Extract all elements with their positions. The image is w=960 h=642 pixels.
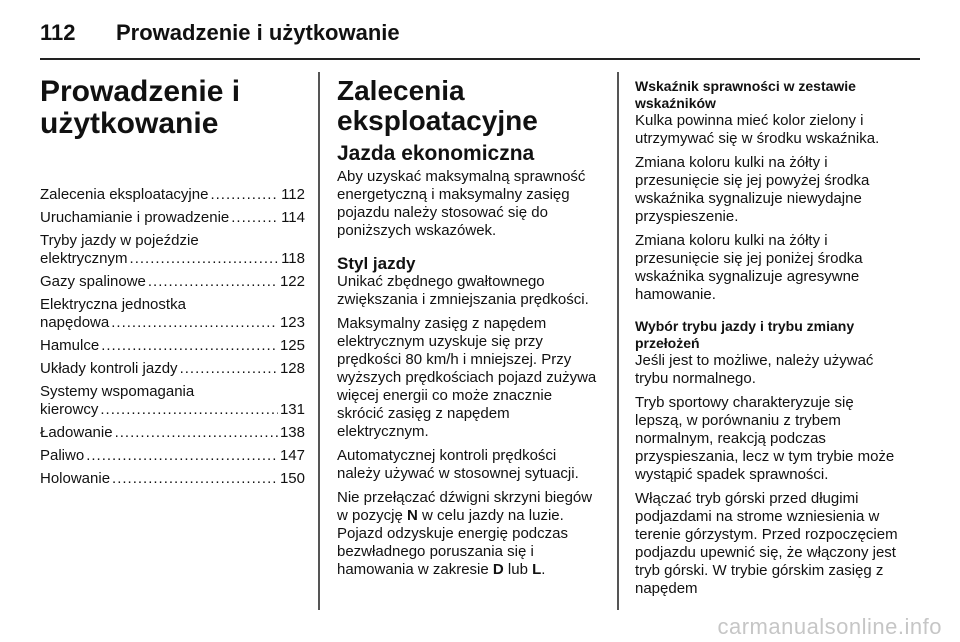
gear-position: L bbox=[532, 561, 542, 578]
toc-leader bbox=[130, 250, 280, 268]
toc-leader bbox=[86, 447, 278, 465]
toc-leader bbox=[231, 209, 279, 227]
toc-entry[interactable] bbox=[40, 186, 305, 204]
toc-entry[interactable] bbox=[40, 273, 305, 291]
paragraph: Zmiana koloru kulki na żółty i przesunięcie się jej powyżej środka wskaźnika sygnalizuje niewydajne przyspieszenie. bbox=[635, 154, 870, 225]
paragraph: Maksymalny zasięg z napędem elektrycznym uzyskuje się przy prędkości 80 km/h i mniejszej. Przy wyższych prędkościach pojazd zużywa więcej energii co może znacznie skrócić zasięg z napędem elektrycznym. bbox=[337, 315, 597, 440]
toc-entry-label: Holowanie bbox=[40, 470, 111, 487]
chapter-title-line: użytkowanie bbox=[40, 107, 219, 140]
chapter-title-line: Prowadzenie i bbox=[40, 75, 241, 108]
paragraph: Unikać zbędnego gwałtownego zwiększania i zmniejszania prędkości. bbox=[337, 273, 589, 308]
toc-leader bbox=[111, 314, 278, 332]
toc-leader bbox=[101, 337, 278, 355]
page-header bbox=[40, 18, 920, 58]
toc-leader bbox=[210, 186, 279, 204]
toc-entry-label: elektrycznym bbox=[40, 250, 128, 267]
toc-entry-page: 125 bbox=[279, 337, 305, 354]
content-column-3 bbox=[635, 70, 905, 604]
text-run: . bbox=[541, 561, 546, 578]
text-run: w celu jazdy na luzie. Pojazd odzyskuje energię podczas bezwładnego poruszania się i hamowania w zakresie bbox=[337, 507, 568, 578]
driving-style-heading: Styl jazdy bbox=[337, 254, 416, 273]
mode-heading: Wybór trybu jazdy i trybu zmiany przełożeń bbox=[635, 318, 855, 351]
toc-entry-page: 114 bbox=[281, 209, 305, 226]
toc-entry-page: 122 bbox=[279, 273, 305, 290]
toc-entry[interactable] bbox=[40, 209, 305, 227]
toc-entry-label: Zalecenia eksploatacyjne bbox=[40, 186, 209, 203]
toc-entry-label: Hamulce bbox=[40, 337, 100, 354]
text-run: lub bbox=[503, 561, 533, 578]
column-divider bbox=[318, 72, 320, 610]
toc-entry[interactable] bbox=[40, 424, 305, 442]
toc-leader bbox=[115, 424, 278, 442]
paragraph: Zmiana koloru kulki na żółty i przesunięcie się jej poniżej środka wskaźnika sygnalizuje agresywne hamowanie. bbox=[635, 232, 863, 303]
content-column-2 bbox=[337, 70, 602, 585]
section-title bbox=[337, 76, 602, 136]
paragraph bbox=[337, 489, 602, 579]
paragraph: Włączać tryb górski przed długimi podjazdami na strome wzniesienia w terenie górzystym. Przed rozpoczęciem podjazdu upewnić się, że włączony jest tryb górski. W trybie górskim zasięg z napędem bbox=[635, 490, 898, 597]
toc-leader bbox=[112, 470, 278, 488]
toc-entry-page: 138 bbox=[279, 424, 305, 441]
toc-entry[interactable] bbox=[40, 296, 305, 332]
gear-position: D bbox=[492, 561, 504, 578]
section-title-line: eksploatacyjne bbox=[337, 105, 538, 136]
section-title-line: Zalecenia bbox=[337, 75, 465, 106]
intro-paragraph: Aby uzyskać maksymalną sprawność energetyczną i maksymalny zasięg pojazdu należy stosować się do poniższych wskazówek. bbox=[337, 168, 586, 239]
subsection-title: Jazda ekonomiczna bbox=[337, 142, 535, 165]
toc-entry-page: 147 bbox=[279, 447, 305, 464]
toc-entry-label: Systemy wspomagania bbox=[40, 383, 195, 400]
column-divider bbox=[617, 72, 619, 610]
paragraph: Jeśli jest to możliwe, należy używać trybu normalnego. bbox=[635, 352, 874, 387]
toc-entry-label: napędowa bbox=[40, 314, 110, 331]
running-title: Prowadzenie i użytkowanie bbox=[116, 20, 400, 45]
gear-position: N bbox=[407, 507, 418, 524]
toc-entry-page: 150 bbox=[279, 470, 305, 487]
toc-entry-label: kierowcy bbox=[40, 401, 99, 418]
indicator-heading: Wskaźnik sprawności w zestawie wskaźników bbox=[635, 78, 856, 111]
toc-entry-page: 118 bbox=[281, 250, 305, 267]
toc-column bbox=[40, 70, 305, 493]
paragraph: Tryb sportowy charakteryzuje się lepszą, w porównaniu z trybem normalnym, reakcją podczas przyspieszania, lecz w tym trybie może wystąpić spadek sprawności. bbox=[635, 394, 895, 483]
toc-entry-label: Ładowanie bbox=[40, 424, 113, 441]
header-rule bbox=[40, 58, 920, 60]
toc-entry-label: Elektryczna jednostka bbox=[40, 296, 186, 313]
paragraph: Kulka powinna mieć kolor zielony i utrzymywać się w środku wskaźnika. bbox=[635, 112, 880, 147]
toc-leader bbox=[180, 360, 278, 378]
toc-leader bbox=[100, 401, 278, 419]
toc-entry-page: 131 bbox=[279, 401, 305, 418]
toc-leader bbox=[148, 273, 278, 291]
text-run: Nie przełączać dźwigni skrzyni biegów w pozycję bbox=[337, 489, 593, 524]
toc-entry[interactable] bbox=[40, 232, 305, 268]
toc-entry-page: 123 bbox=[279, 314, 305, 331]
toc-entry[interactable] bbox=[40, 383, 305, 419]
toc-entry-page: 112 bbox=[281, 186, 305, 203]
chapter-title bbox=[40, 76, 305, 140]
page-number: 112 bbox=[40, 20, 76, 45]
table-of-contents bbox=[40, 186, 305, 488]
toc-entry-label: Układy kontroli jazdy bbox=[40, 360, 178, 377]
toc-entry-label: Tryby jazdy w pojeździe bbox=[40, 232, 199, 249]
toc-entry[interactable] bbox=[40, 470, 305, 488]
paragraph: Automatycznej kontroli prędkości należy używać w stosownej sytuacji. bbox=[337, 447, 579, 482]
toc-entry-label: Gazy spalinowe bbox=[40, 273, 146, 290]
toc-entry-page: 128 bbox=[279, 360, 305, 377]
toc-entry-label: Uruchamianie i prowadzenie bbox=[40, 209, 230, 226]
toc-entry-label: Paliwo bbox=[40, 447, 85, 464]
watermark: carmanualsonline.info bbox=[717, 614, 942, 639]
toc-entry[interactable] bbox=[40, 337, 305, 355]
toc-entry[interactable] bbox=[40, 360, 305, 378]
toc-entry[interactable] bbox=[40, 447, 305, 465]
